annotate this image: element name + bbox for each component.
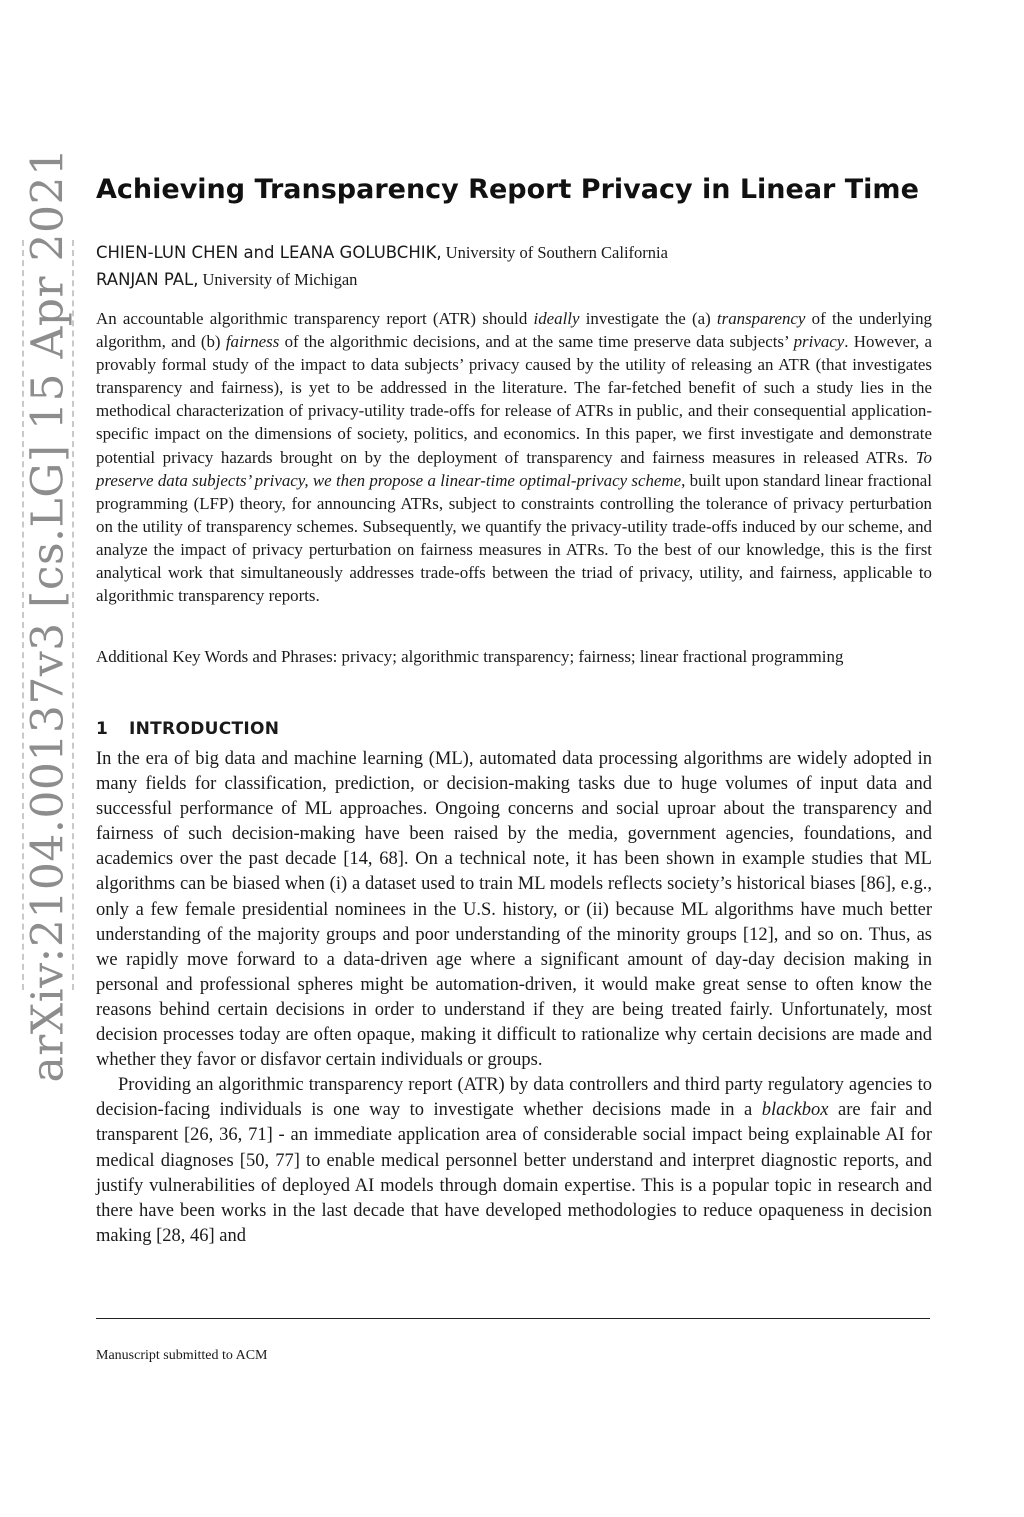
introduction-body bbox=[96, 747, 932, 1249]
paper-title: Achieving Transparency Report Privacy in Linear Time bbox=[96, 174, 919, 205]
intro-paragraph-2: Providing an algorithmic transparency report (ATR) by data controllers and third party regulatory agencies to decision-facing individuals is one way to investigate whether decisions made in a blackbox are fair and transparent [26, 36, 71] - an immediate application area of considerable social impact being explainable AI for medical diagnoses [50, 77] to enable medical personnel better understand and interpret diagnostic reports, and justify vulnerabilities of deployed AI models through domain expertise. This is a popular topic in research and there have been works in the last decade that have developed methodologies to reduce opaqueness in decision making [28, 46] and bbox=[96, 1075, 932, 1246]
footer-manuscript-note: Manuscript submitted to ACM bbox=[96, 1348, 268, 1363]
author-block bbox=[96, 240, 936, 294]
abstract: An accountable algorithmic transparency report (ATR) should ideally investigate the (a) transparency of the underlying algorithm, and (b) fairness of the algorithmic decisions, and at the same time preserve data subjects’ privacy. However, a provably formal study of the impact to data subjects’ privacy caused by the utility of releasing an ATR (that investigates transparency and fairness), is yet to be addressed in the literature. The far-fetched benefit of such a study lies in the methodical characterization of privacy-utility trade-offs for release of ATRs in public, and their consequential application-specific impact on the dimensions of society, politics, and economics. In this paper, we first investigate and demonstrate potential privacy hazards brought on by the deployment of transparency and fairness measures in released ATRs. To preserve data subjects’ privacy, we then propose a linear-time optimal-privacy scheme, built upon standard linear fractional programming (LFP) theory, for announcing ATRs, subject to constraints controlling the tolerance of privacy perturbation on the utility of transparency schemes. Subsequently, we quantify the privacy-utility trade-offs induced by our scheme, and analyze the impact of privacy perturbation on fairness measures in ATRs. To the best of our knowledge, this is the first analytical work that simultaneously addresses trade-offs between the triad of privacy, utility, and fairness, applicable to algorithmic transparency reports. bbox=[96, 309, 932, 606]
author-names-1: CHIEN-LUN CHEN and LEANA GOLUBCHIK, bbox=[96, 243, 442, 262]
author-line-1 bbox=[96, 240, 936, 267]
author-line-2 bbox=[96, 267, 936, 294]
section-title: INTRODUCTION bbox=[129, 719, 280, 739]
arxiv-identifier: arXiv:2104.00137v3 [cs.LG] 15 Apr 2021 bbox=[22, 147, 74, 1083]
footer-divider bbox=[96, 1318, 930, 1319]
section-number: 1 bbox=[96, 719, 109, 739]
intro-paragraph-1: In the era of big data and machine learning (ML), automated data processing algorithms are widely adopted in many fields for classification, prediction, or decision-making tasks due to huge volumes of input data and successful performance of ML approaches. Ongoing concerns and social uproar about the transparency and fairness of such decision-making have been raised by the media, government agencies, foundations, and academics over the past decade [14, 68]. On a technical note, it has been shown in example studies that ML algorithms can be biased when (i) a dataset used to train ML models reflects society’s historical biases [86], e.g., only a few female presidential nominees in the U.S. history, or (ii) because ML algorithms have much better understanding of the majority groups and poor understanding of the minority groups [12], and so on. Thus, as we rapidly move forward to a data-driven age where a significant amount of day-day decision making in personal and professional spheres might be automation-driven, it would make great sense to often know the reasons behind certain decisions in order to understand if they are being treated fairly. Unfortunately, most decision processes today are often opaque, making it difficult to rationalize why certain decisions are made and whether they favor or disfavor certain individuals or groups. bbox=[96, 749, 932, 1071]
keywords: Additional Key Words and Phrases: privacy; algorithmic transparency; fairness; linear fractional programming bbox=[96, 647, 844, 666]
section-heading-introduction bbox=[96, 717, 932, 741]
author-affiliation-1: University of Southern California bbox=[445, 243, 668, 262]
author-affiliation-2: University of Michigan bbox=[202, 270, 358, 289]
author-names-2: RANJAN PAL, bbox=[96, 270, 199, 289]
